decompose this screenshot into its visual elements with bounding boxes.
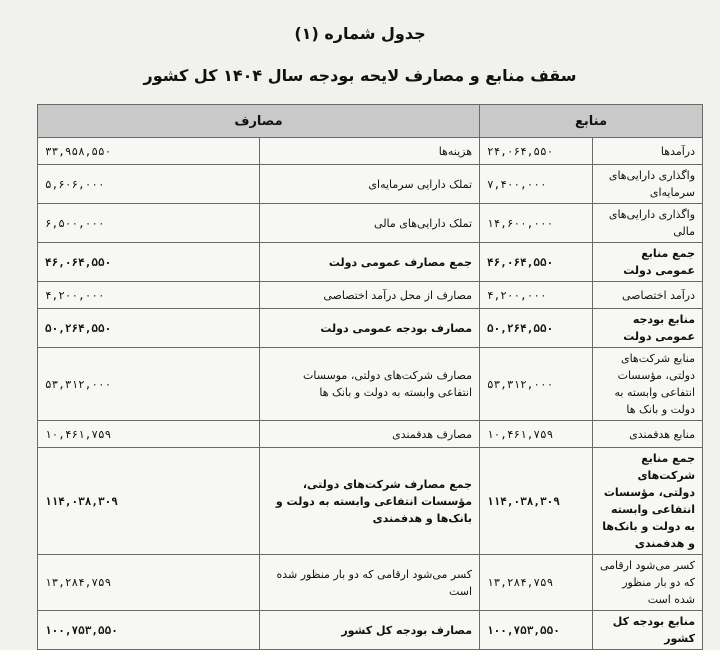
expenditure-value: ۱۰,۴۶۱,۷۵۹ [38,421,260,448]
resource-value: ۵۳,۳۱۲,۰۰۰ [480,348,593,421]
expenditure-label: مصارف شرکت‌های دولتی، موسسات انتفاعی وابسته به دولت و بانک ها [260,348,480,421]
resource-label: منابع بودجه عمومی دولت [593,309,703,348]
expenditure-label: هزینه‌ها [260,138,480,165]
budget-table [37,104,703,650]
expenditure-label: مصارف بودجه کل کشور [260,611,480,650]
expenditure-label: جمع مصارف عمومی دولت [260,243,480,282]
table-row [38,138,703,165]
resource-label: منابع بودجه کل کشور [593,611,703,650]
table-row [38,348,703,421]
expenditure-value: ۵۰,۲۶۴,۵۵۰ [38,309,260,348]
resource-label: واگذاری دارایی‌های مالی [593,204,703,243]
resource-label: واگذاری دارایی‌های سرمایه‌ای [593,165,703,204]
resource-label: کسر می‌شود ارقامی که دو بار منظور شده است [593,555,703,611]
expenditure-value: ۱۱۴,۰۳۸,۳۰۹ [38,448,260,555]
table-row [38,555,703,611]
resource-value: ۱۳,۲۸۴,۷۵۹ [480,555,593,611]
resource-label: جمع منابع عمومی دولت [593,243,703,282]
expenditure-value: ۴۶,۰۶۴,۵۵۰ [38,243,260,282]
resource-label: منابع هدفمندی [593,421,703,448]
resource-value: ۱۰۰,۷۵۳,۵۵۰ [480,611,593,650]
resource-label: درآمد اختصاصی [593,282,703,309]
resource-label: جمع منابع شرکت‌های دولتی، مؤسسات انتفاعی وابسته به دولت و بانک‌ها و هدفمندی [593,448,703,555]
resource-value: ۷,۴۰۰,۰۰۰ [480,165,593,204]
table-row [38,282,703,309]
resource-value: ۱۴,۶۰۰,۰۰۰ [480,204,593,243]
expenditure-label: تملک دارایی‌های مالی [260,204,480,243]
table-row [38,611,703,650]
resource-value: ۵۰,۲۶۴,۵۵۰ [480,309,593,348]
resource-value: ۴۶,۰۶۴,۵۵۰ [480,243,593,282]
resource-value: ۴,۲۰۰,۰۰۰ [480,282,593,309]
resource-value: ۱۰,۴۶۱,۷۵۹ [480,421,593,448]
expenditure-value: ۴,۲۰۰,۰۰۰ [38,282,260,309]
expenditure-label: تملک دارایی سرمایه‌ای [260,165,480,204]
resource-value: ۲۴,۰۶۴,۵۵۰ [480,138,593,165]
expenditure-label: مصارف از محل درآمد اختصاصی [260,282,480,309]
table-header-row [38,105,703,138]
table-row [38,165,703,204]
table-row [38,309,703,348]
expenditure-value: ۶,۵۰۰,۰۰۰ [38,204,260,243]
table-row [38,204,703,243]
table-row [38,421,703,448]
table-number-title: جدول شماره (۱) [294,24,426,43]
expenditure-value: ۵۳,۳۱۲,۰۰۰ [38,348,260,421]
expenditure-label: مصارف بودجه عمومی دولت [260,309,480,348]
table-body [38,138,703,650]
resource-value: ۱۱۴,۰۳۸,۳۰۹ [480,448,593,555]
resource-label: منابع شرکت‌های دولتی، مؤسسات انتفاعی وابسته به دولت و بانک ها [593,348,703,421]
expenditure-value: ۱۳,۲۸۴,۷۵۹ [38,555,260,611]
expenditure-value: ۱۰۰,۷۵۳,۵۵۰ [38,611,260,650]
resource-label: درآمدها [593,138,703,165]
table-row [38,448,703,555]
expenditures-header: مصارف [38,105,480,138]
table-subtitle: سقف منابع و مصارف لایحه بودجه سال ۱۴۰۴ کل کشور [143,66,577,85]
table-row [38,243,703,282]
expenditure-label: مصارف هدفمندی [260,421,480,448]
expenditure-value: ۵,۶۰۶,۰۰۰ [38,165,260,204]
expenditure-label: کسر می‌شود ارقامی که دو بار منظور شده است [260,555,480,611]
expenditure-value: ۳۳,۹۵۸,۵۵۰ [38,138,260,165]
resources-header: منابع [480,105,703,138]
expenditure-label: جمع مصارف شرکت‌های دولتی، مؤسسات انتفاعی وابسته به دولت و بانک‌ها و هدفمندی [260,448,480,555]
